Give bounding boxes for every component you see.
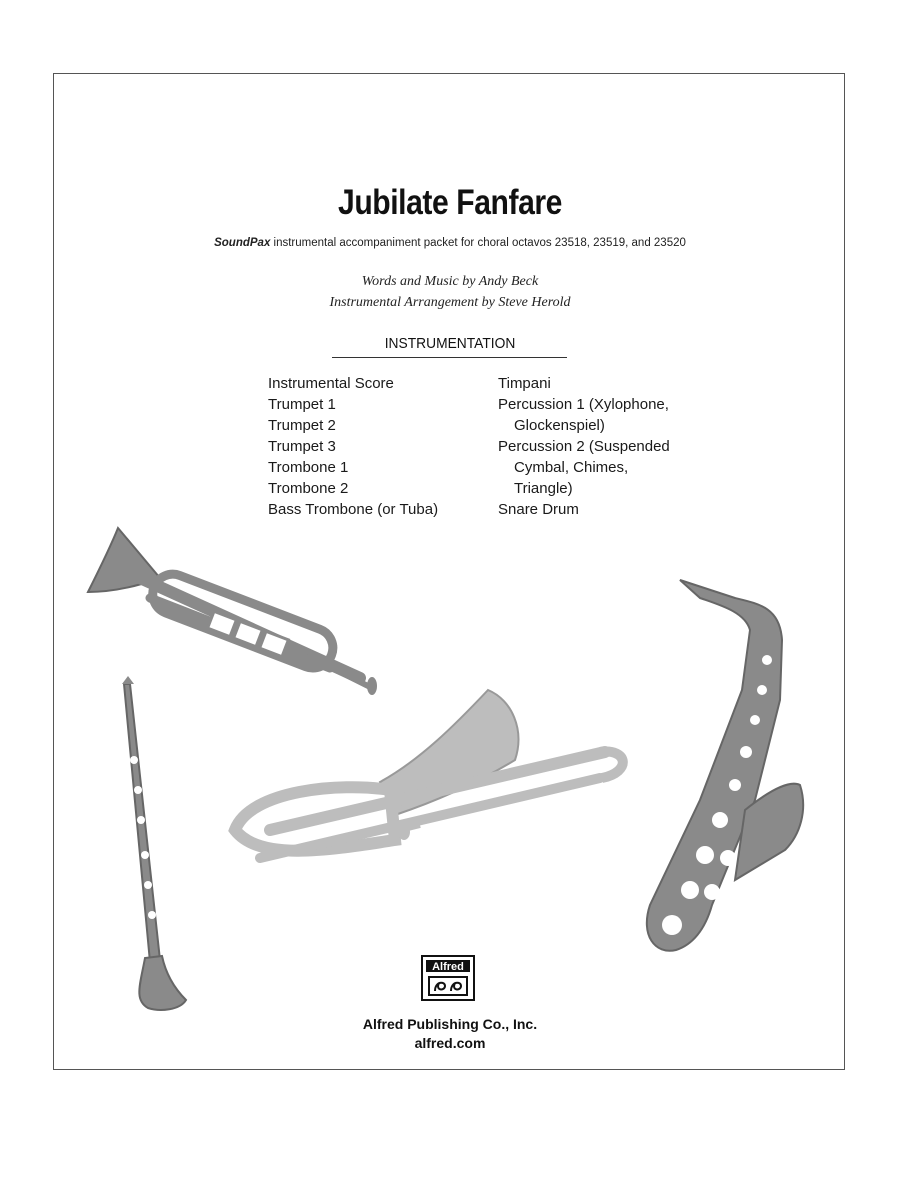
instrument-item: Bass Trombone (or Tuba)	[268, 501, 439, 518]
instrument-item: Timpani	[498, 375, 551, 392]
instrument-item: Percussion 1 (Xylophone,	[498, 396, 669, 413]
subtitle-brand: SoundPax	[214, 237, 271, 249]
instrument-item: Trumpet 1	[268, 396, 336, 413]
instrumentation-heading: INSTRUMENTATION	[384, 335, 516, 352]
instrument-item: Trombone 1	[268, 459, 349, 476]
alfred-logo-icon	[421, 955, 475, 1001]
clarinet-icon	[122, 676, 186, 1010]
instrument-item-continued: Cymbal, Chimes,	[514, 459, 629, 476]
instrument-item: Trombone 2	[268, 480, 349, 497]
trombone-icon	[235, 690, 623, 858]
saxophone-icon	[647, 580, 803, 951]
instrument-item: Trumpet 2	[268, 417, 336, 434]
logo-text: Alfred	[432, 961, 464, 973]
publisher-website[interactable]: alfred.com	[414, 1035, 486, 1051]
credit-arrangement: Instrumental Arrangement by Steve Herold	[329, 295, 571, 310]
subtitle-text: instrumental accompaniment packet for choral octavos 23518, 23519, and 23520	[270, 237, 686, 249]
page-title: Jubilate Fanfare	[338, 183, 562, 222]
publisher-name: Alfred Publishing Co., Inc.	[362, 1016, 538, 1032]
instrument-item: Percussion 2 (Suspended	[498, 438, 670, 455]
instrument-item: Snare Drum	[498, 501, 579, 518]
instrument-item-continued: Glockenspiel)	[514, 417, 605, 434]
instrument-item: Trumpet 3	[268, 438, 336, 455]
instrument-item-continued: Triangle)	[514, 480, 573, 497]
trumpet-icon	[88, 528, 377, 695]
instrument-item: Instrumental Score	[268, 375, 394, 392]
credit-words-music: Words and Music by Andy Beck	[361, 274, 539, 289]
